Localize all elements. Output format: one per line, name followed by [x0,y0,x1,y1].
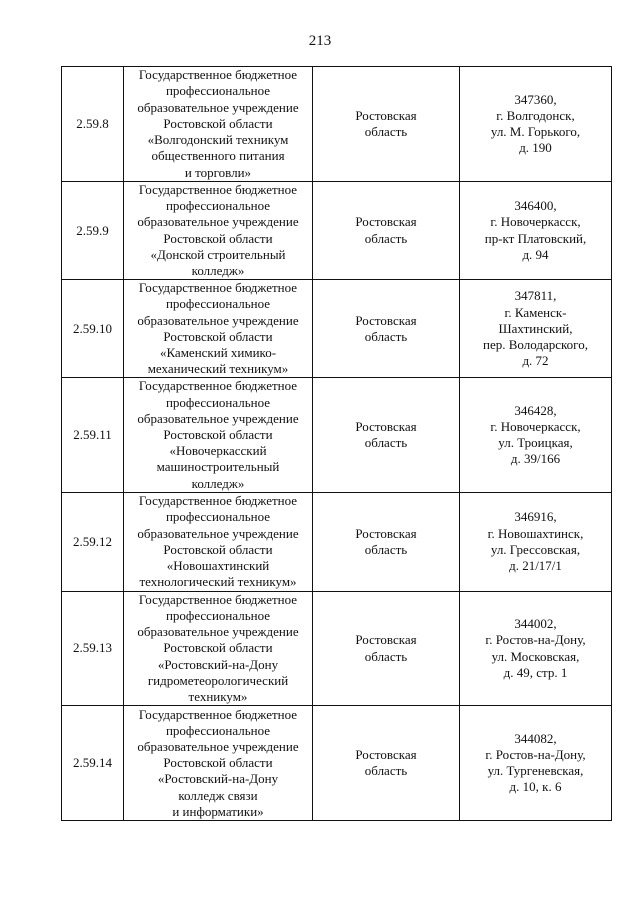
address: 344002, г. Ростов-на-Дону, ул. Московская, д. 49, стр. 1 [460,591,612,705]
registry-table [61,66,612,821]
table-row [62,492,612,591]
region: Ростовская область [313,280,460,378]
table-row [62,280,612,378]
region: Ростовская область [313,492,460,591]
institution-name: Государственное бюджетное профессиональное образовательное учреждение Ростовской области «Донской строительный колледж» [124,182,313,280]
address: 347811, г. Каменск- Шахтинский, пер. Володарского, д. 72 [460,280,612,378]
row-number: 2.59.8 [62,67,124,182]
region: Ростовская область [313,706,460,821]
row-number: 2.59.11 [62,378,124,492]
institution-name: Государственное бюджетное профессиональное образовательное учреждение Ростовской области «Новошахтинский технологический техникум» [124,492,313,591]
region: Ростовская область [313,182,460,280]
address: 346400, г. Новочеркасск, пр-кт Платовский, д. 94 [460,182,612,280]
table-row [62,591,612,705]
row-number: 2.59.10 [62,280,124,378]
row-number: 2.59.13 [62,591,124,705]
row-number: 2.59.12 [62,492,124,591]
address: 346428, г. Новочеркасск, ул. Троицкая, д. 39/166 [460,378,612,492]
region: Ростовская область [313,378,460,492]
address: 347360, г. Волгодонск, ул. М. Горького, д. 190 [460,67,612,182]
page-number: 213 [308,33,332,49]
table-row [62,182,612,280]
institution-name: Государственное бюджетное профессиональное образовательное учреждение Ростовской области «Каменский химико- механический техникум» [124,280,313,378]
institution-name: Государственное бюджетное профессиональное образовательное учреждение Ростовской области «Новочеркасский машиностроительный колледж» [124,378,313,492]
address: 344082, г. Ростов-на-Дону, ул. Тургеневская, д. 10, к. 6 [460,706,612,821]
table-row [62,706,612,821]
institution-name: Государственное бюджетное профессиональное образовательное учреждение Ростовской области «Ростовский-на-Дону гидрометеорологический техникум» [124,591,313,705]
address: 346916, г. Новошахтинск, ул. Грессовская, д. 21/17/1 [460,492,612,591]
table-row [62,67,612,182]
row-number: 2.59.9 [62,182,124,280]
institution-name: Государственное бюджетное профессиональное образовательное учреждение Ростовской области «Ростовский-на-Дону колледж связи и информатики» [124,706,313,821]
region: Ростовская область [313,591,460,705]
region: Ростовская область [313,67,460,182]
institution-name: Государственное бюджетное профессиональное образовательное учреждение Ростовской области «Волгодонский техникум общественного питания и торговли» [124,67,313,182]
table-row [62,378,612,492]
row-number: 2.59.14 [62,706,124,821]
